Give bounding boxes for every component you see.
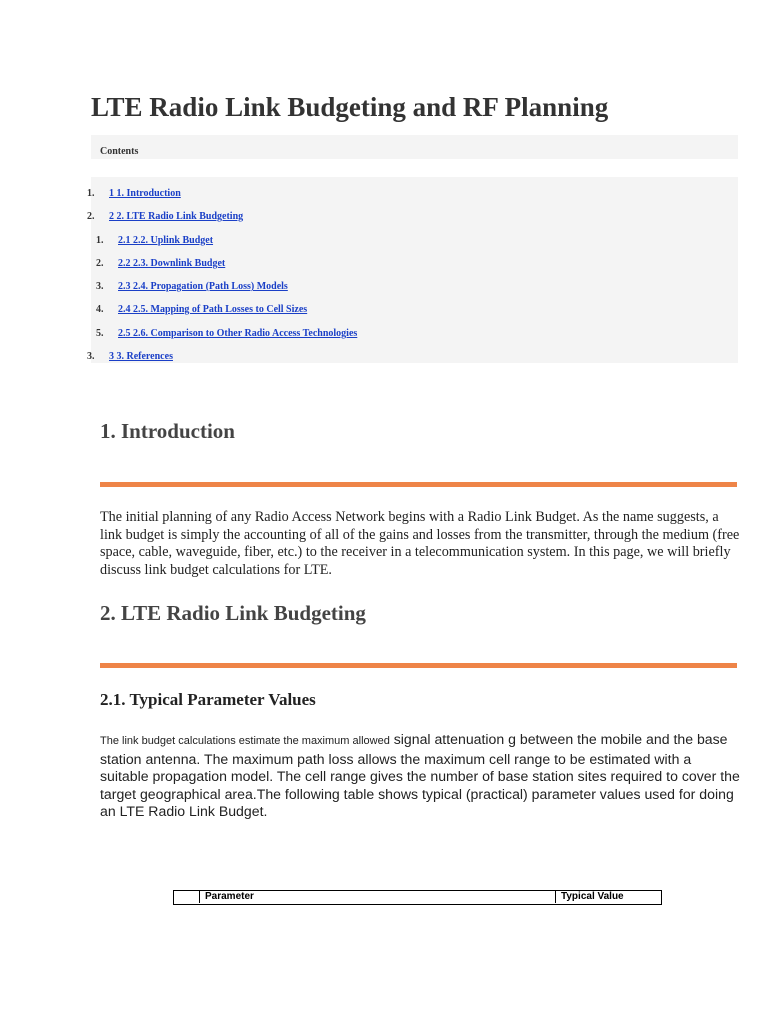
page-title: LTE Radio Link Budgeting and RF Planning — [91, 92, 609, 122]
toc-link-references[interactable]: 3 3. References — [109, 351, 173, 362]
section-heading-introduction: 1. Introduction — [100, 419, 235, 443]
parameter-paragraph-rest: signal attenuation g between the mobile and the base station antenna. The maximum path loss allows the maximum cell range to be estimated with a suitable propagation model. The cell range gives the number of base station sites required to cover the target geographical area.The following table shows typical (practical) parameter values used for doing an LTE Radio Link Budget. — [100, 731, 740, 820]
section-divider — [100, 482, 737, 487]
toc-marker: 3. — [96, 281, 104, 292]
parameter-paragraph-start: The link budget calculations estimate the maximum allowed — [100, 735, 390, 747]
toc-link-radio-link-budgeting[interactable]: 2 2. LTE Radio Link Budgeting — [109, 211, 244, 222]
toc-link-propagation-models[interactable]: 2.3 2.4. Propagation (Path Loss) Models — [118, 281, 288, 292]
contents-label: Contents — [100, 146, 139, 157]
intro-paragraph: The initial planning of any Radio Access Network begins with a Radio Link Budget. As the name suggests, a link budget is simply the accounting of all of the gains and losses from the transmitter, through the medium (free space, cable, waveguide, fiber, etc.) to the receiver in a telecommunication system. In this page, we will briefly discuss link budget calculations for LTE. — [100, 509, 740, 578]
parameter-table — [173, 890, 662, 905]
toc-marker: 5. — [96, 328, 104, 339]
toc-link-introduction[interactable]: 1 1. Introduction — [109, 188, 181, 199]
parameter-paragraph — [100, 731, 740, 821]
section-heading-link-budgeting: 2. LTE Radio Link Budgeting — [100, 601, 366, 625]
toc-link-comparison-rats[interactable]: 2.5 2.6. Comparison to Other Radio Access Technologies — [118, 328, 358, 339]
toc-link-mapping-path-losses[interactable]: 2.4 2.5. Mapping of Path Losses to Cell Sizes — [118, 304, 308, 315]
toc-marker: 1. — [96, 235, 104, 246]
subsection-heading-parameter-values: 2.1. Typical Parameter Values — [100, 690, 316, 709]
toc-link-downlink-budget[interactable]: 2.2 2.3. Downlink Budget — [118, 258, 226, 269]
toc-marker: 3. — [87, 351, 95, 362]
toc-marker: 2. — [96, 258, 104, 269]
table-of-contents — [87, 177, 738, 363]
table-header-cell — [174, 891, 200, 903]
toc-link-uplink-budget[interactable]: 2.1 2.2. Uplink Budget — [118, 235, 214, 246]
toc-marker: 2. — [87, 211, 95, 222]
table-header-parameter: Parameter — [205, 891, 254, 902]
toc-marker: 4. — [96, 304, 104, 315]
contents-header — [91, 135, 738, 159]
section-divider — [100, 663, 737, 668]
table-header-typical-value: Typical Value — [555, 891, 660, 903]
toc-marker: 1. — [87, 188, 95, 199]
